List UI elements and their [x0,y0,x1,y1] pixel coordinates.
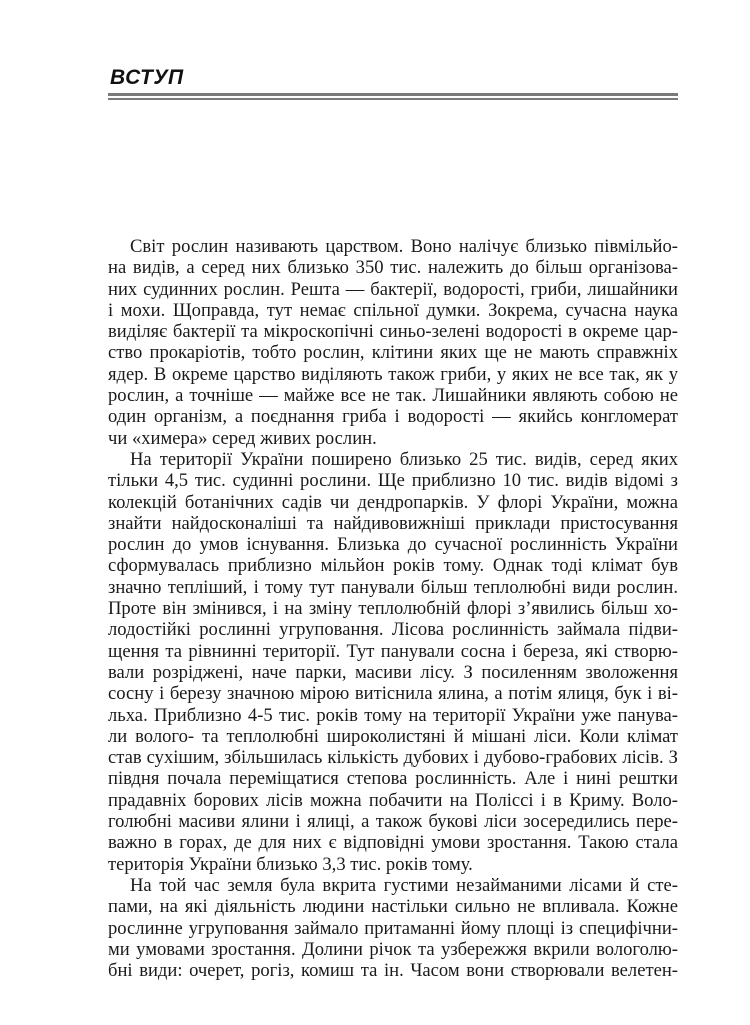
text-line: на видів, а серед них близько 350 тис. належить до більш організова- [108,257,678,279]
text-line: На території України поширено близько 25 тис. видів, серед яких [130,448,678,470]
text-line: знайти найдосконаліші та найдивовижніші приклади пристосування [108,512,678,534]
text-line: виділяє бактерії та мікроскопічні синьо-зелені водорості в окреме цар- [108,321,678,343]
text-line: значно тепліший, і тому тут панували більш теплолюбні види рослин. [108,576,678,598]
text-line: важно в горах, де для них є відповідні умови зростання. Такою стала [108,832,678,854]
text-line: прадавніх борових лісів можна побачити на Поліссі і в Криму. Воло- [108,789,678,811]
text-line: рослинне угруповання займало притаманні йому площі із специфічни- [108,917,678,939]
text-line: На той час земля була вкрита густими незайманими лісами й сте- [130,874,678,896]
text-line: Проте він змінився, і на зміну теплолюбній флорі з’явились більш хо- [108,598,678,620]
text-line: сосну і березу значною мірою витіснила ялина, а потім ялиця, бук і ві- [108,683,678,705]
body-text [108,236,678,981]
text-line: тільки 4,5 тис. судинні рослини. Ще приблизно 10 тис. видів відомі з [108,470,678,492]
text-line: територія України близько 3,3 тис. років тому. [108,853,473,875]
text-line: льха. Приблизно 4-5 тис. років тому на території України уже панува- [108,704,678,726]
section-heading: ВСТУП [110,66,184,89]
text-line: лодостійкі рослинні угруповання. Лісова рослинність займала підви- [108,619,678,641]
paragraph [108,449,678,875]
text-line: ми умовами зростання. Долини річок та узбережжя вкрили вологолю- [108,938,678,960]
text-line: сформувалась приблизно мільйон років тому. Однак тоді клімат був [108,555,678,577]
text-line: колекцій ботанічних садів чи дендропарків. У флорі України, можна [108,491,678,513]
text-line: пами, на які діяльність людини настільки сильно не впливала. Кожне [108,896,678,918]
paragraph [108,875,678,981]
text-line: голюбні масиви ялини і ялиці, а також букові ліси зосередились пере- [108,811,678,833]
heading-rule-thick [108,93,678,96]
text-line: Світ рослин називають царством. Воно налічує близько півмільйо- [130,236,678,257]
text-line: бні види: очерет, рогіз, комиш та ін. Часом вони створювали велетен- [108,960,678,982]
heading-rule-thin [108,98,678,100]
text-line: став сухішим, збільшилась кількість дубових і дубово-грабових лісів. З [108,747,678,769]
text-line: півдня почала переміщатися степова рослинність. Але і нині рештки [108,768,678,790]
text-line: чи «химера» серед живих рослин. [108,427,377,449]
text-line: ядер. В окреме царство виділяють також гриби, у яких не все так, як у [108,363,678,385]
text-line: них судинних рослин. Решта — бактерії, водорості, гриби, лишайники [108,278,678,300]
paragraph [108,236,678,449]
text-line: рослин, а точніше — майже все не так. Лишайники являють собою не [108,385,678,407]
text-line: вали розріджені, наче парки, масиви лісу. З посиленням зволоження [108,661,678,683]
text-line: і мохи. Щоправда, тут немає спільної думки. Зокрема, сучасна наука [108,299,678,321]
text-line: ство прокаріотів, тобто рослин, клітини яких ще не мають справжніх [108,342,678,364]
text-line: один організм, а поєднання гриба і водорості — якийсь конгломерат [108,406,678,428]
text-line: ли волого- та теплолюбні широколистяні й мішані ліси. Коли клімат [108,725,678,747]
text-line: рослин до умов існування. Близька до сучасної рослинність України [108,534,678,556]
text-line: щення та рівнинні території. Тут панували сосна і береза, які створю- [108,640,678,662]
